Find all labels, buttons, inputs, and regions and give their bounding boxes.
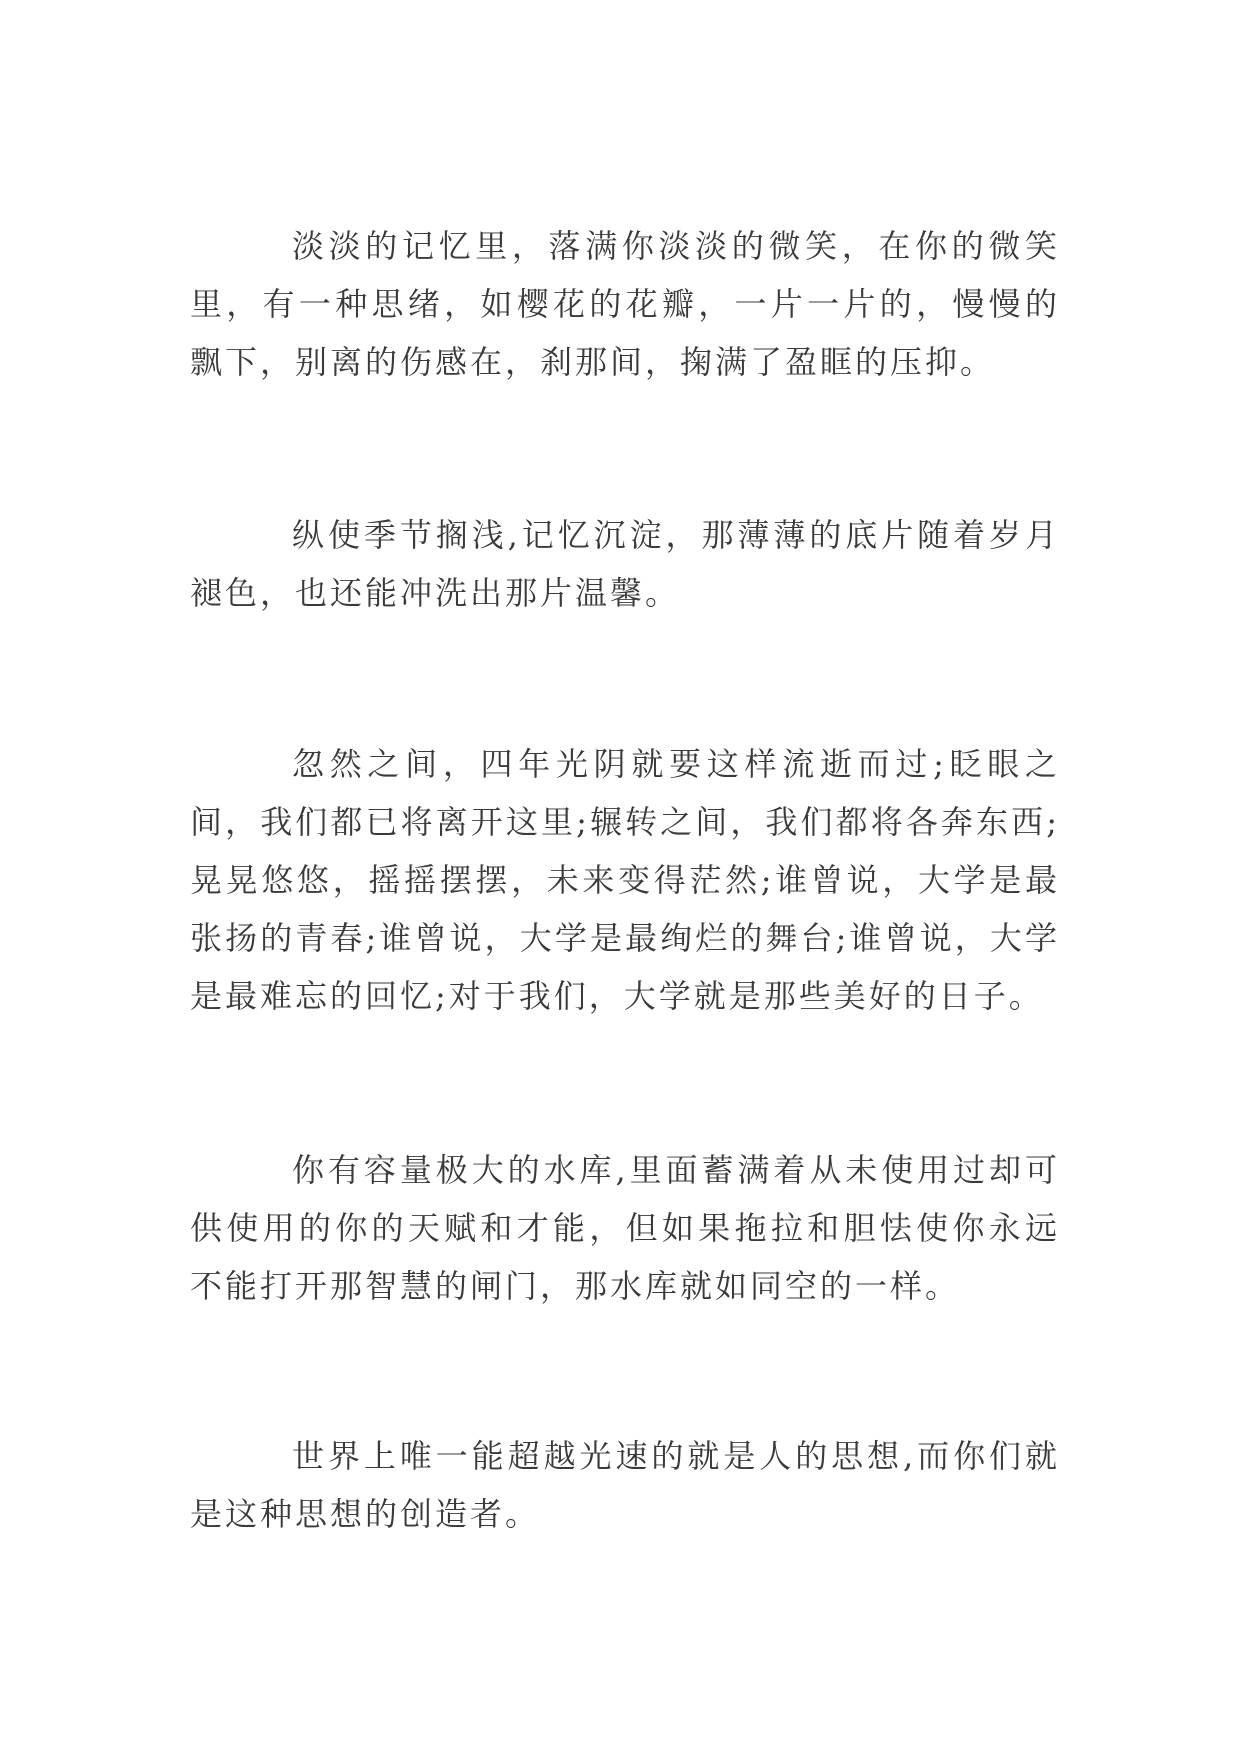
paragraph-university: 忽然之间，四年光阴就要这样流逝而过;眨眼之间，我们都已将离开这里;辗转之间，我们都将各奔东西;晃晃悠悠，摇摇摆摆，未来变得茫然;谁曾说，大学是最张扬的青春;谁曾说，大学是最绚烂的舞台;谁曾说，大学是最难忘的回忆;对于我们，大学就是那些美好的日子。	[190, 745, 1060, 1015]
paragraph-season: 纵使季节搁浅,记忆沉淀，那薄薄的底片随着岁月褪色，也还能冲洗出那片温馨。	[190, 516, 1060, 612]
paragraph-memory: 淡淡的记忆里，落满你淡淡的微笑，在你的微笑里，有一种思绪，如樱花的花瓣，一片一片的，慢慢的飘下，别离的伤感在，刹那间，掬满了盈眶的压抑。	[190, 227, 1060, 381]
paragraph-thought: 世界上唯一能超越光速的就是人的思想,而你们就是这种思想的创造者。	[190, 1437, 1060, 1533]
paragraph-reservoir: 你有容量极大的水库,里面蓄满着从未使用过却可供使用的你的天赋和才能，但如果拖拉和胆怯使你永远不能打开那智慧的闸门，那水库就如同空的一样。	[190, 1151, 1060, 1305]
